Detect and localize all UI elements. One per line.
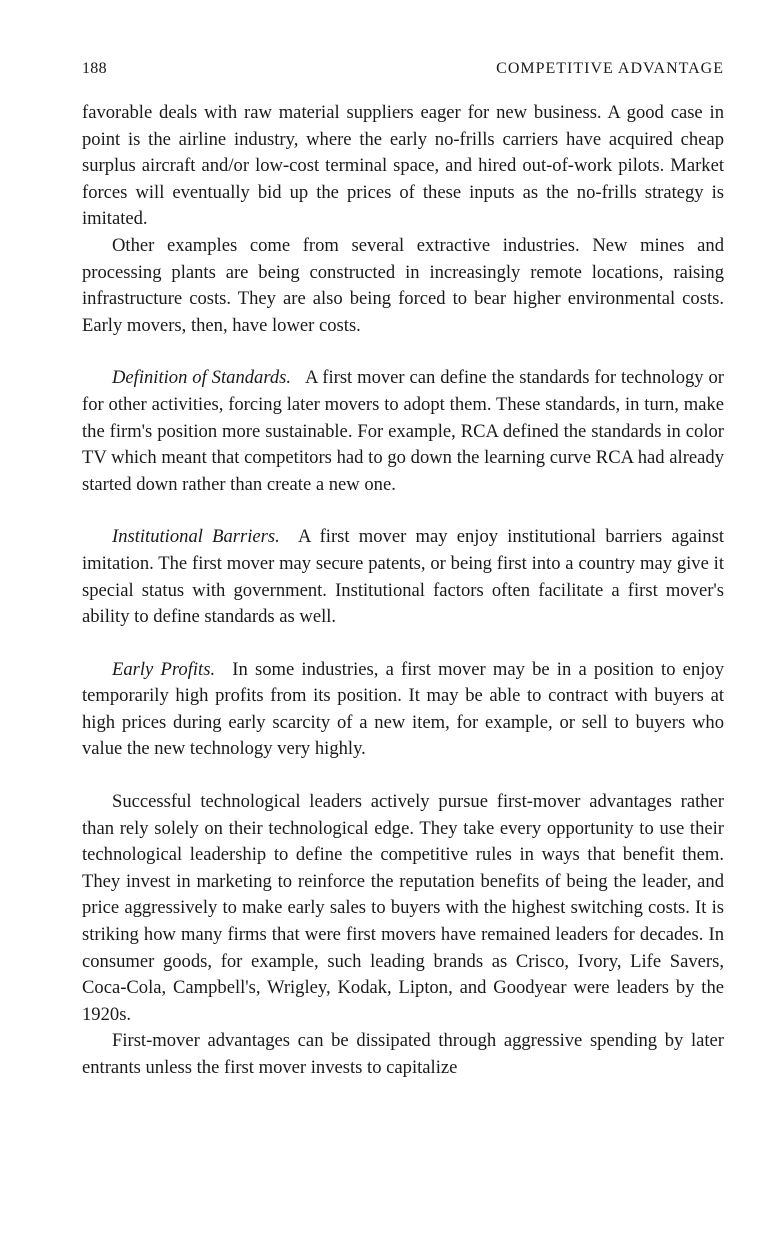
section-paragraph-institutional-barriers bbox=[82, 524, 724, 630]
body-paragraph bbox=[82, 789, 724, 1028]
paragraph-text: favorable deals with raw material suppliers eager for new business. A good case in point is the airline industry, where the early no-frills carriers have acquired cheap surplus aircraft and/or low-cost terminal space, and hired out-of-work pilots. Market forces will eventually bid up the prices of these inputs as the no-frills strategy is imitated. bbox=[82, 102, 724, 230]
paragraph-text: Successful technological leaders actively pursue first-mover advantages rather than rely solely on their technological edge. They take every opportunity to use their technological leadership to define the competitive rules in ways that benefit them. They invest in marketing to reinforce the reputation benefits of being the leader, and price aggressively to make early sales to buyers with the highest switching costs. It is striking how many firms that were first movers have remained leaders for decades. In consumer goods, for example, such leading brands as Crisco, Ivory, Life Savers, Coca-Cola, Campbell's, Wrigley, Kodak, Lipton, and Goodyear were leaders by the 1920s. bbox=[82, 791, 724, 1025]
section-paragraph-definition-of-standards bbox=[82, 365, 724, 498]
running-header bbox=[82, 60, 724, 100]
page-number: 188 bbox=[82, 60, 107, 77]
body-paragraph bbox=[82, 100, 724, 233]
paragraph-text: Other examples come from several extractive industries. New mines and processing plants are being constructed in increasingly remote locations, raising infrastructure costs. They are also being forced to bear higher environmental costs. Early movers, then, have lower costs. bbox=[82, 234, 724, 336]
run-in-heading: Definition of Standards. bbox=[112, 367, 292, 389]
paragraph-text: First-mover advantages can be dissipated through aggressive spending by later entrants unless the first mover invests to capitalize bbox=[82, 1030, 724, 1078]
body-paragraph bbox=[82, 1028, 724, 1081]
body-paragraph bbox=[82, 233, 724, 339]
run-in-heading: Institutional Barriers. bbox=[112, 526, 280, 548]
paragraph-text: In some industries, a first mover may be in a position to enjoy temporarily high profits from its position. It may be able to contract with buyers at high prices during early scarcity of a new item, for example, or sell to buyers who value the new technology very highly. bbox=[82, 658, 724, 760]
section-paragraph-early-profits bbox=[82, 657, 724, 763]
paragraph-text: A first mover can define the standards for technology or for other activities, forcing later movers to adopt them. These standards, in turn, make the firm's position more sustainable. For example, RCA defined the standards in color TV which meant that competitors had to go down the learning curve RCA had already started down rather than create a new one. bbox=[82, 367, 724, 495]
running-title: COMPETITIVE ADVANTAGE bbox=[496, 60, 724, 77]
paragraph-text: A first mover may enjoy institutional barriers against imitation. The first mover may secure patents, or being first into a country may give it special status with government. Institutional factors often facilitate a first mover's ability to define standards as well. bbox=[82, 526, 724, 628]
run-in-heading: Early Profits. bbox=[112, 658, 216, 680]
book-page bbox=[82, 60, 724, 1082]
